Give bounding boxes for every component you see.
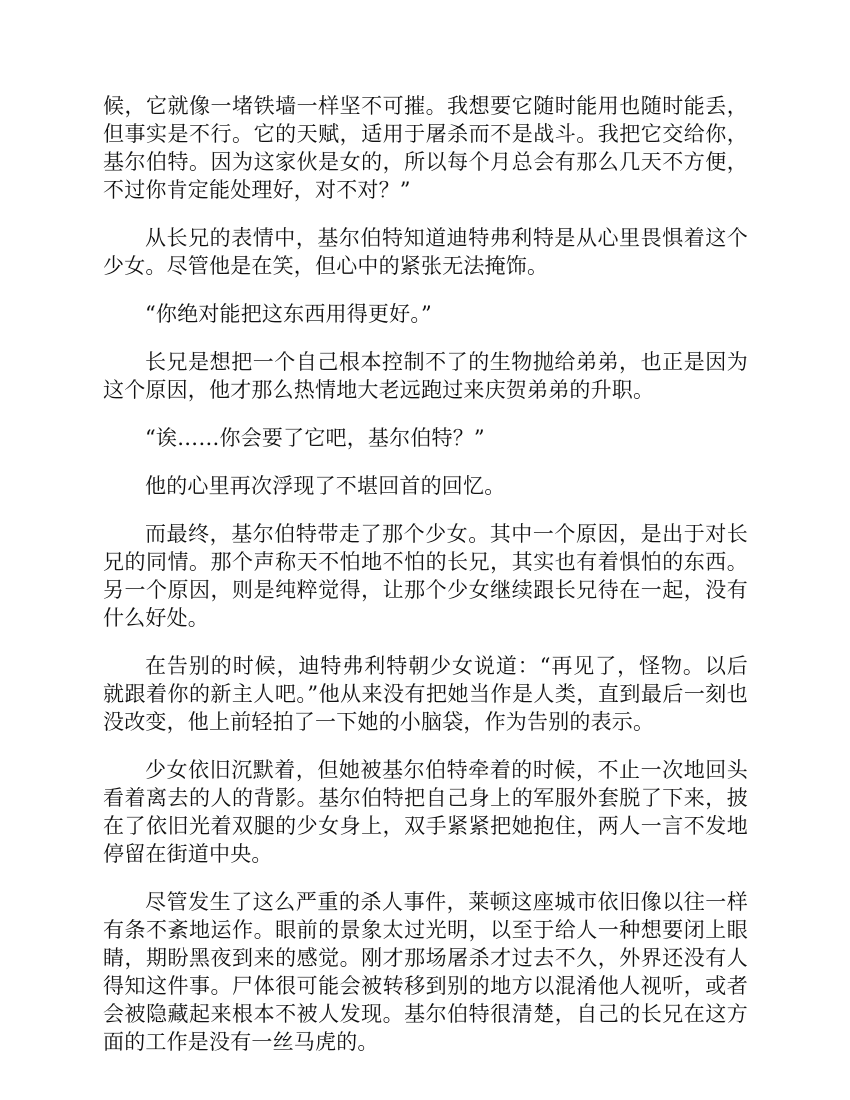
paragraph-quote: “你绝对能把这东西用得更好。” bbox=[145, 302, 432, 326]
paragraph: 从长兄的表情中，基尔伯特知道迪特弗利特是从心里畏惧着这个少女。尽管他是在笑，但心中的紧张无法掩饰。 bbox=[103, 226, 748, 278]
paragraph: 而最终，基尔伯特带走了那个少女。其中一个原因，是出于对长兄的同情。那个声称天不怕地不怕的长兄，其实也有着惧怕的东西。另一个原因，则是纯粹觉得，让那个少女继续跟长兄待在一起，没有什么好处。 bbox=[103, 522, 748, 630]
paragraph: 他的心里再次浮现了不堪回首的回忆。 bbox=[145, 474, 506, 498]
paragraph: 少女依旧沉默着，但她被基尔伯特牵着的时候，不止一次地回头看着离去的人的背影。基尔伯特把自己身上的军服外套脱了下来，披在了依旧光着双腿的少女身上，双手紧紧把她抱住，两人一言不发地停留在街道中央。 bbox=[103, 758, 748, 866]
paragraph-quote: “诶……你会要了它吧，基尔伯特？” bbox=[145, 426, 485, 450]
paragraph: 长兄是想把一个自己根本控制不了的生物抛给弟弟，也正是因为这个原因，他才那么热情地大老远跑过来庆贺弟弟的升职。 bbox=[103, 350, 748, 402]
paragraph: 在告别的时候，迪特弗利特朝少女说道：“再见了，怪物。以后就跟着你的新主人吧。”他从来没有把她当作是人类，直到最后一刻也没改变，他上前轻拍了一下她的小脑袋，作为告别的表示。 bbox=[103, 654, 748, 734]
paragraph: 尽管发生了这么严重的杀人事件，莱顿这座城市依旧像以往一样有条不紊地运作。眼前的景象太过光明，以至于给人一种想要闭上眼睛，期盼黑夜到来的感觉。刚才那场屠杀才过去不久，外界还没有人得知这件事。尸体很可能会被转移到别的地方以混淆他人视听，或者会被隐藏起来根本不被人发现。基尔伯特很清楚，自己的长兄在这方面的工作是没有一丝马虎的。 bbox=[103, 890, 748, 1054]
document-page bbox=[103, 92, 748, 1076]
paragraph-continuation: 候，它就像一堵铁墙一样坚不可摧。我想要它随时能用也随时能丢，但事实是不行。它的天赋，适用于屠杀而不是战斗。我把它交给你，基尔伯特。因为这家伙是女的，所以每个月总会有那么几天不方便，不过你肯定能处理好，对不对？” bbox=[103, 94, 748, 202]
